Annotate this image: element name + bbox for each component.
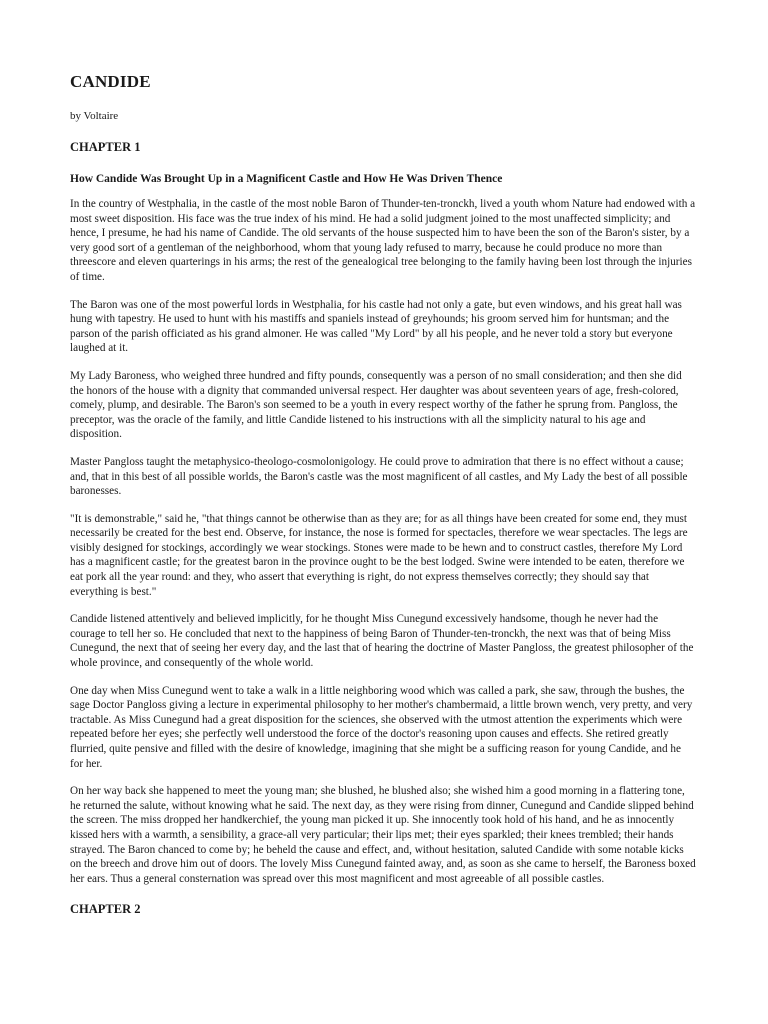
document-title: CANDIDE [70,72,151,91]
chapter-2-heading: CHAPTER 2 [70,902,141,917]
document-page [70,72,696,935]
author-byline: by Voltaire [70,110,119,122]
paragraph: "It is demonstrable," said he, "that things cannot be otherwise than as they are; for as all things have been created for some end, they must necessarily be created for the best end. Observe, for instance, the nose is formed for spectacles, therefore we wear spectacles. The legs are visibly designed for stockings, accordingly we wear stockings. Stones were made to be hewn and to construct castles, therefore My Lord has a magnificent castle; for the greatest baron in the province ought to be the best lodged. Swine were intended to be eaten, therefore we eat pork all the year round: and they, who assert that everything is right, do not express themselves correctly; they should say that everything is best." [70,512,688,598]
paragraph: Master Pangloss taught the metaphysico-theologo-cosmolonigology. He could prove to admiration that there is no effect without a cause; and, that in this best of all possible worlds, the Baron's castle was the most magnificent of all castles, and My Lady the best of all possible baronesses. [70,455,688,498]
paragraph: Candide listened attentively and believed implicitly, for he thought Miss Cunegund excessively handsome, though he never had the courage to tell her so. He concluded that next to the happiness of being Baron of Thunder-ten-tronckh, the next was that of being Miss Cunegund, the next that of seeing her every day, and the last that of hearing the doctrine of Master Pangloss, the greatest philosopher of the whole province, and consequently of the whole world. [70,613,694,670]
paragraph: On her way back she happened to meet the young man; she blushed, he blushed also; she wished him a good morning in a flattering tone, he returned the salute, without knowing what he said. The next day, as they were rising from dinner, Cunegund and Candide slipped behind the screen. The miss dropped her handkerchief, the young man picked it up. She innocently took hold of his hand, and he as innocently kissed hers with a warmth, a sensibility, a grace-all very particular; their lips met; their eyes sparkled; their knees trembled; their hands strayed. The Baron chanced to come by; he beheld the cause and effect, and, without hesitation, saluted Candide with some notable kicks on the breech and drove him out of doors. The lovely Miss Cunegund fainted away, and, as soon as she came to herself, the Baroness boxed her ears. Thus a general consternation was spread over this most magnificent and most agreeable of all possible castles. [70,785,696,885]
chapter-1-title: How Candide Was Brought Up in a Magnificent Castle and How He Was Driven Thence [70,173,503,185]
paragraph: In the country of Westphalia, in the castle of the most noble Baron of Thunder-ten-tronckh, lived a youth whom Nature had endowed with a most sweet disposition. His face was the true index of his mind. He had a solid judgment joined to the most unaffected simplicity; and hence, I presume, he had his name of Candide. The old servants of the house suspected him to have been the son of the Baron's sister, by a very good sort of a gentleman of the neighborhood, whom that young lady refused to marry, because he could produce no more than threescore and eleven quarterings in his arms; the rest of the genealogical tree belonging to the family having been lost through the injuries of time. [70,198,696,283]
paragraph: The Baron was one of the most powerful lords in Westphalia, for his castle had not only a gate, but even windows, and his great hall was hung with tapestry. He used to hunt with his mastiffs and spaniels instead of greyhounds; his groom served him for huntsman; and the parson of the parish officiated as his grand almoner. He was called "My Lord" by all his people, and he never told a story but everyone laughed at it. [70,298,682,355]
chapter-1-heading: CHAPTER 1 [70,140,141,154]
paragraph: My Lady Baroness, who weighed three hundred and fifty pounds, consequently was a person of no small consideration; and then she did the honors of the house with a dignity that commanded universal respect. Her daughter was about seventeen years of age, fresh-colored, comely, plump, and desirable. The Baron's son seemed to be a youth in every respect worthy of the father he sprung from. Pangloss, the preceptor, was the oracle of the family, and little Candide listened to his instructions with all the simplicity natural to his age and disposition. [70,369,682,441]
paragraph: One day when Miss Cunegund went to take a walk in a little neighboring wood which was called a park, she saw, through the bushes, the sage Doctor Pangloss giving a lecture in experimental philosophy to her mother's chambermaid, a little brown wench, very pretty, and very tractable. As Miss Cunegund had a great disposition for the sciences, she observed with the utmost attention the experiments which were repeated before her eyes; she perfectly well understood the force of the doctor's reasoning upon causes and effects. She retired greatly flurried, quite pensive and filled with the desire of knowledge, imagining that she might be a sufficing reason for young Candide, and he for her. [70,684,693,770]
